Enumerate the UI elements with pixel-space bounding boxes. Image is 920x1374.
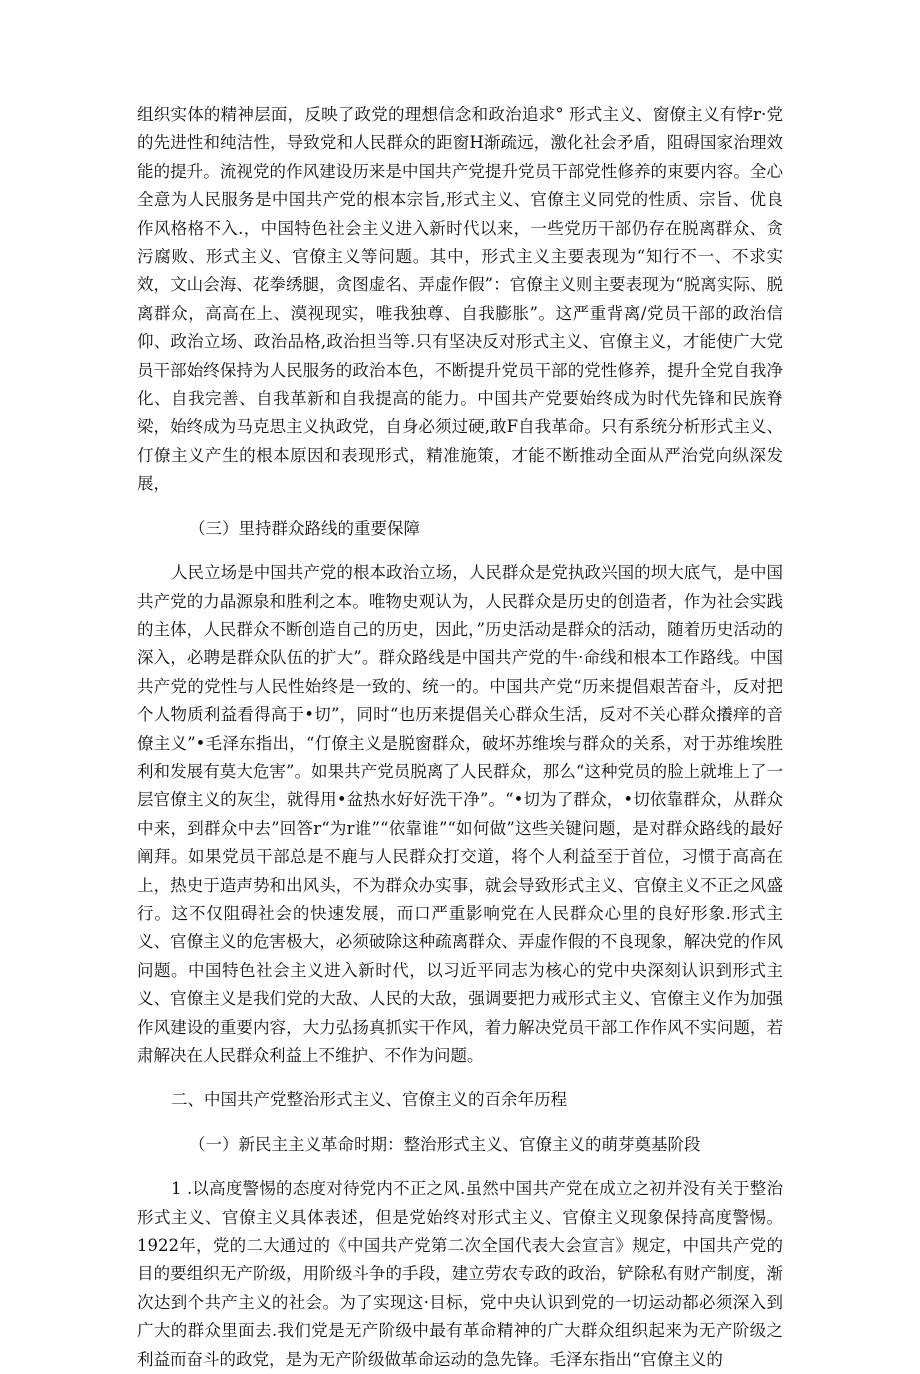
paragraph-intro: 组织实体的精神层面，反映了政党的理想信念和政治追求° 形式主义、窗僚主义有悖r·党的先进性和纯洁性，导致党和人民群众的距窗H渐疏远，激化社会矛盾，阻碍国家治理效能的提升。流视党的作风建设历来是中国共产党提升党员干部党性修养的束要内容。全心全意为人民服务是中国共产党的根本宗旨,形式主义、官僚主义同党的性质、宗旨、优良作风格格不入.，中国特色社会主义进入新时代以来，一些党历干部仍存在脱离群众、贪污腐败、形式主义、官僚主义等问题。其中，形式主义主要表现为“知行不一、不求实效，文山会海、花拳绣腿，贪图虚名、弄虚作假”：官僚主义则主要表现为“脱离实际、脱离群众，高高在上、漠视现实，唯我独尊、自我膨胀”。这严重背离/党员干部的政治信仰、政治立场、政治品格,政治担当等.只有坚决反对形式主义、官僚主义，才能使广大党员干部始终保持为人民服务的政治本色，不断提升党员干部的党性修养，提升全党自我净化、自我完善、自我革新和自我提高的能力。中国共产党要始终成为时代先锋和民族脊梁，始终成为马克思主义执政党，自身必须过硬,敢F自我革命。只有系统分析形式主义、仃僚主义产生的根本原因和表现形式，精准施策，才能不断推动全面从严治党向纵深发展， (137, 105, 783, 494)
document-body (137, 101, 783, 1374)
section-heading-2-1: （一）新民主主义革命时期：整治形式主义、官僚主义的萌芽奠基阶段 (189, 1134, 701, 1154)
chapter-heading-2: 二、中国共产党整治形式主义、官僚主义的百余年历程 (171, 1090, 567, 1110)
section-heading-3: （三）里持群众路线的重要保障 (189, 518, 420, 538)
paragraph-new-democratic: 1 .以高度警惕的态度对待党内不正之风.虽然中国共产党在成立之初并没有关于整治形式主义、官僚主义具体表述，但是党始终对形式主义、官僚主义现象保持高度警惕。1922年，党的二大通过的《中国共产党第二次全国代表大会宣言》规定，中国共产党的目的要组织无产阶级，用阶级斗争的手段，建立劳农专政的政治，铲除私有财产制度，渐次达到个共产主义的社会。为了实现这·目标，党中央认识到党的一切运动都必须深入到广大的群众里面去.我们党是无产阶级中最有革命精神的广大群众组织起来为无产阶级之利益而奋斗的政党，是为无产阶级做革命运动的急先锋。毛泽东指出“官僚主义的 (137, 1179, 783, 1369)
paragraph-mass-line: 人民立场是中国共产党的根本政治立场，人民群众是党执政兴国的坝大底气，是中国共产党的力晶源泉和胜利之本。唯物史观认为，人民群众是历史的创造者，作为社会实践的主体，人民群众不断创造自己的历史，因此，”历史活动是群众的活动，随着历史活动的深入，必聘是群众队伍的扩大”。群众路线是中国共产党的牛·命线和根本工作路线。中国共产党的党性与人民性始终是一致的、统一的。中国共产党“历来提倡艰苦奋斗，反对把个人物质利益看得高于•切”，同时“也历来提倡关心群众生活，反对不关心群众攁痒的音僚主义”•毛泽东指出，“仃僚主义是脱窗群众，破坏苏维埃与群众的关系，对于苏维埃胜利和发展有莫大危害”。如果共产党员脱离了人民群众，那么“这种党员的脸上就堆上了一层官僚主义的灰尘，就得用•盆热水好好洗干净”。“•切为了群众，•切依靠群众，从群众中来，到群众中去”回答r“为r谁”“依靠谁”“如何做”这些关键问题，是对群众路线的最好阐拜。如果党员干部总是不鹿与人民群众打交道，将个人利益至于首位，习惯于高高在上，热史于造声势和出风头，不为群众办实事，就会导致形式主义、官僚主义不正之风盛行。这不仅阻碍社会的快速发展，而口严重影响党在人民群众心里的良好形象.形式主义、官僚主义的危害极大，必须破除这种疏离群众、弄虚作假的不良现象，解决党的作风问题。中国特色社会主义进入新时代，以习近平同志为核心的党中央深刻认识到形式主义、官僚主义是我们党的大敌、人民的大敌，强调要把力戒形式主义、官僚主义作为加强作风建设的重要内容，大力弘扬真抓实干作风，着力解决党员干部工作作风不实问题，若肃解决在人民群众利益上不维护、不作为问题。 (137, 563, 783, 1065)
